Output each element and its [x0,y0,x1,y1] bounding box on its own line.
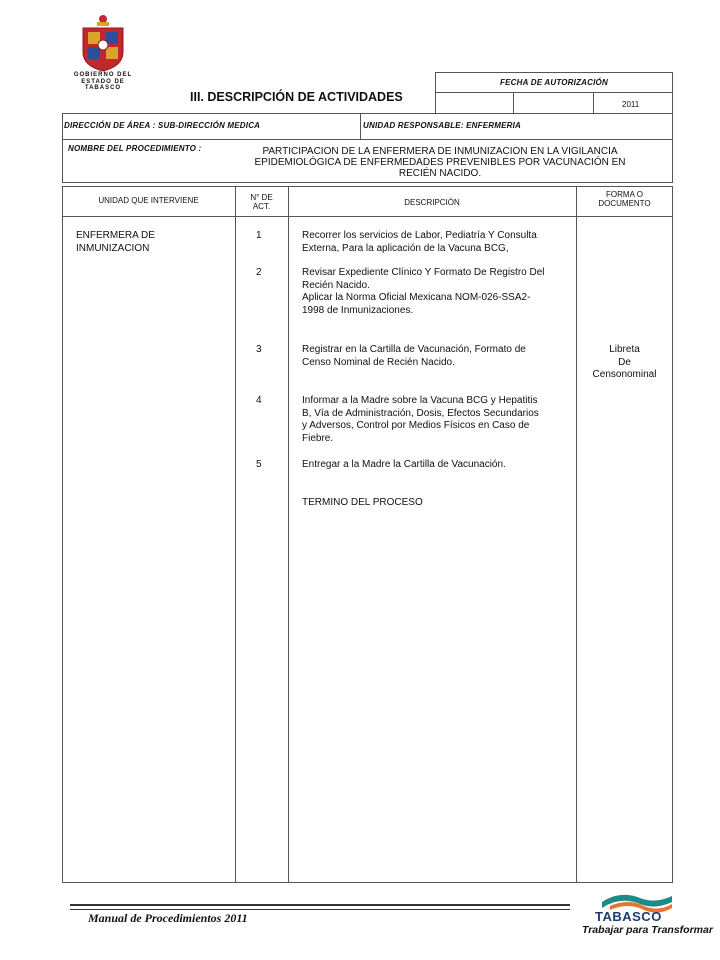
authorization-date-label: FECHA DE AUTORIZACIÓN [500,78,608,87]
column-header-number: N° DE ACT. [250,193,273,211]
activity-number: 1 [256,230,262,241]
end-of-process: TERMINO DEL PROCESO [302,497,423,508]
activity-number: 3 [256,344,262,355]
procedure-name: PARTICIPACION DE LA ENFERMERA DE INMUNIZACION EN LA VIGILANCIA EPIDEMIOLÓGICA DE ENFERMEDADES PREVENIBLES POR VACUNACIÓN EN RECIÉN NACIDO. [254,146,626,179]
activity-description: Revisar Expediente Clínico Y Formato De Registro Del Recién Nacido. Aplicar la Norma Oficial Mexicana NOM-026-SSA2- 1998 de Inmunizaciones. [302,267,545,316]
activity-description: Entregar a la Madre la Cartilla de Vacunación. [302,459,506,470]
column-header-form: FORMA O DOCUMENTO [598,190,651,208]
manual-label: Manual de Procedimientos 2011 [88,911,248,925]
activity-number: 2 [256,267,262,278]
intervening-unit: ENFERMERA DE INMUNIZACION [76,230,155,254]
form-document: Libreta De Censonominal [592,344,657,380]
activity-description: Informar a la Madre sobre la Vacuna BCG y Hepatitis B, Vía de Administración, Dosis, Efectos Secundarios y Adversos, Control por Medios Físicos en Caso de Fiebre. [302,395,539,444]
section-title: III. DESCRIPCIÓN DE ACTIVIDADES [190,90,403,104]
activity-number: 4 [256,395,262,406]
activity-description: Registrar en la Cartilla de Vacunación, Formato de Censo Nominal de Recién Nacido. [302,344,526,368]
authorization-year: 2011 [622,100,640,109]
column-header-unit: UNIDAD QUE INTERVIENE [98,196,199,205]
government-label: GOBIERNO DEL ESTADO DE TABASCO [73,72,133,91]
tabasco-logo [580,888,713,948]
footer-rule [70,904,570,910]
state-coat-of-arms [78,14,128,72]
tabasco-slogan: Trabajar para Transformar [582,924,713,936]
activity-number: 5 [256,459,262,470]
direction-label: DIRECCIÓN DE ÁREA : SUB-DIRECCIÓN MEDICA [64,121,261,130]
tabasco-brand: TABASCO [595,909,662,924]
activity-description: Recorrer los servicios de Labor, Pediatría Y Consulta Externa, Para la aplicación de la Vacuna BCG, [302,230,537,254]
responsible-unit-label: UNIDAD RESPONSABLE: ENFERMERIA [363,121,522,130]
column-header-description: DESCRIPCIÓN [404,198,460,207]
procedure-label: NOMBRE DEL PROCEDIMIENTO : [68,144,202,153]
